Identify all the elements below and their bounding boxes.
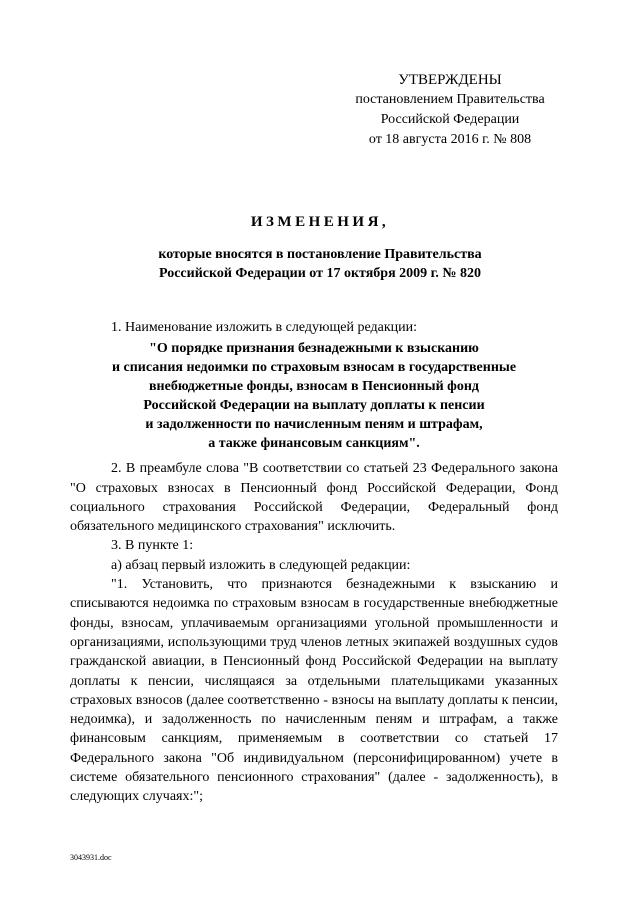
approval-line-date: от 18 августа 2016 г. № 808 xyxy=(368,132,532,147)
quote-line: внебюджетные фонды, взносам в Пенсионный фонд xyxy=(148,379,479,395)
item-1-quote xyxy=(70,339,558,453)
file-name-footer: 3043931.doc xyxy=(70,853,112,862)
quote-line: а также финансовым санкциям". xyxy=(208,436,420,452)
item-3-paragraph: 3. В пункте 1: xyxy=(111,538,194,554)
approval-line-resolution: постановлением Правительства xyxy=(355,92,545,107)
approval-block xyxy=(330,70,570,150)
subtitle-line-2: Российской Федерации от 17 октября 2009 г. № 820 xyxy=(159,266,481,281)
quote-line: Российской Федерации на выплату доплаты к пенсии xyxy=(143,398,485,414)
quote-line: и списания недоимки по страховым взносам в государственные xyxy=(111,360,517,376)
document-body xyxy=(70,318,558,807)
approval-heading: УТВЕРЖДЕНЫ xyxy=(398,72,502,88)
subtitle-line-1: которые вносятся в постановление Правительства xyxy=(158,247,482,262)
document-subtitle xyxy=(0,245,640,283)
item-1-paragraph: 1. Наименование изложить в следующей редакции: xyxy=(111,320,417,335)
item-3a-paragraph: а) абзац первый изложить в следующей редакции: xyxy=(111,557,411,573)
item-3a-quote-paragraph: "1. Установить, что признаются безнадежными к взысканию и списываются недоимка по страховым взносам в государственные внебюджетные фонды, взносам, уплачиваемым организациями угольной промышленности и организациями, использующими труд членов летных экипажей воздушных судов гражданской авиации, в Пенсионный фонд Российской Федерации на выплату доплаты к пенсии, числящаяся за отдельными плательщиками указанных страховых взносов (далее соответственно - взносы на выплату доплаты к пенсии, недоимка), и задолженность по начисленным пеням и штрафам, а также финансовым санкциям, применяемым в соответствии со статьей 17 Федерального закона "Об индивидуальном (персонифицированном) учете в системе обязательного пенсионного страхования" (далее - задолженность), в следующих случаях:"; xyxy=(70,577,558,805)
quote-line: "О порядке признания безнадежными к взысканию xyxy=(149,341,479,357)
document-title: ИЗМЕНЕНИЯ, xyxy=(250,214,390,230)
item-2-paragraph: 2. В преамбуле слова "В соответствии со статьей 23 Федерального закона "О страховых взносах в Пенсионный фонд Российской Федерации, Фонд социального страхования Российской Федерации, Федеральный фонд обязательного медицинского страхования" исключить. xyxy=(70,461,558,535)
quote-line: и задолженности по начисленным пеням и штрафам, xyxy=(145,417,483,433)
approval-line-federation: Российской Федерации xyxy=(380,112,520,127)
